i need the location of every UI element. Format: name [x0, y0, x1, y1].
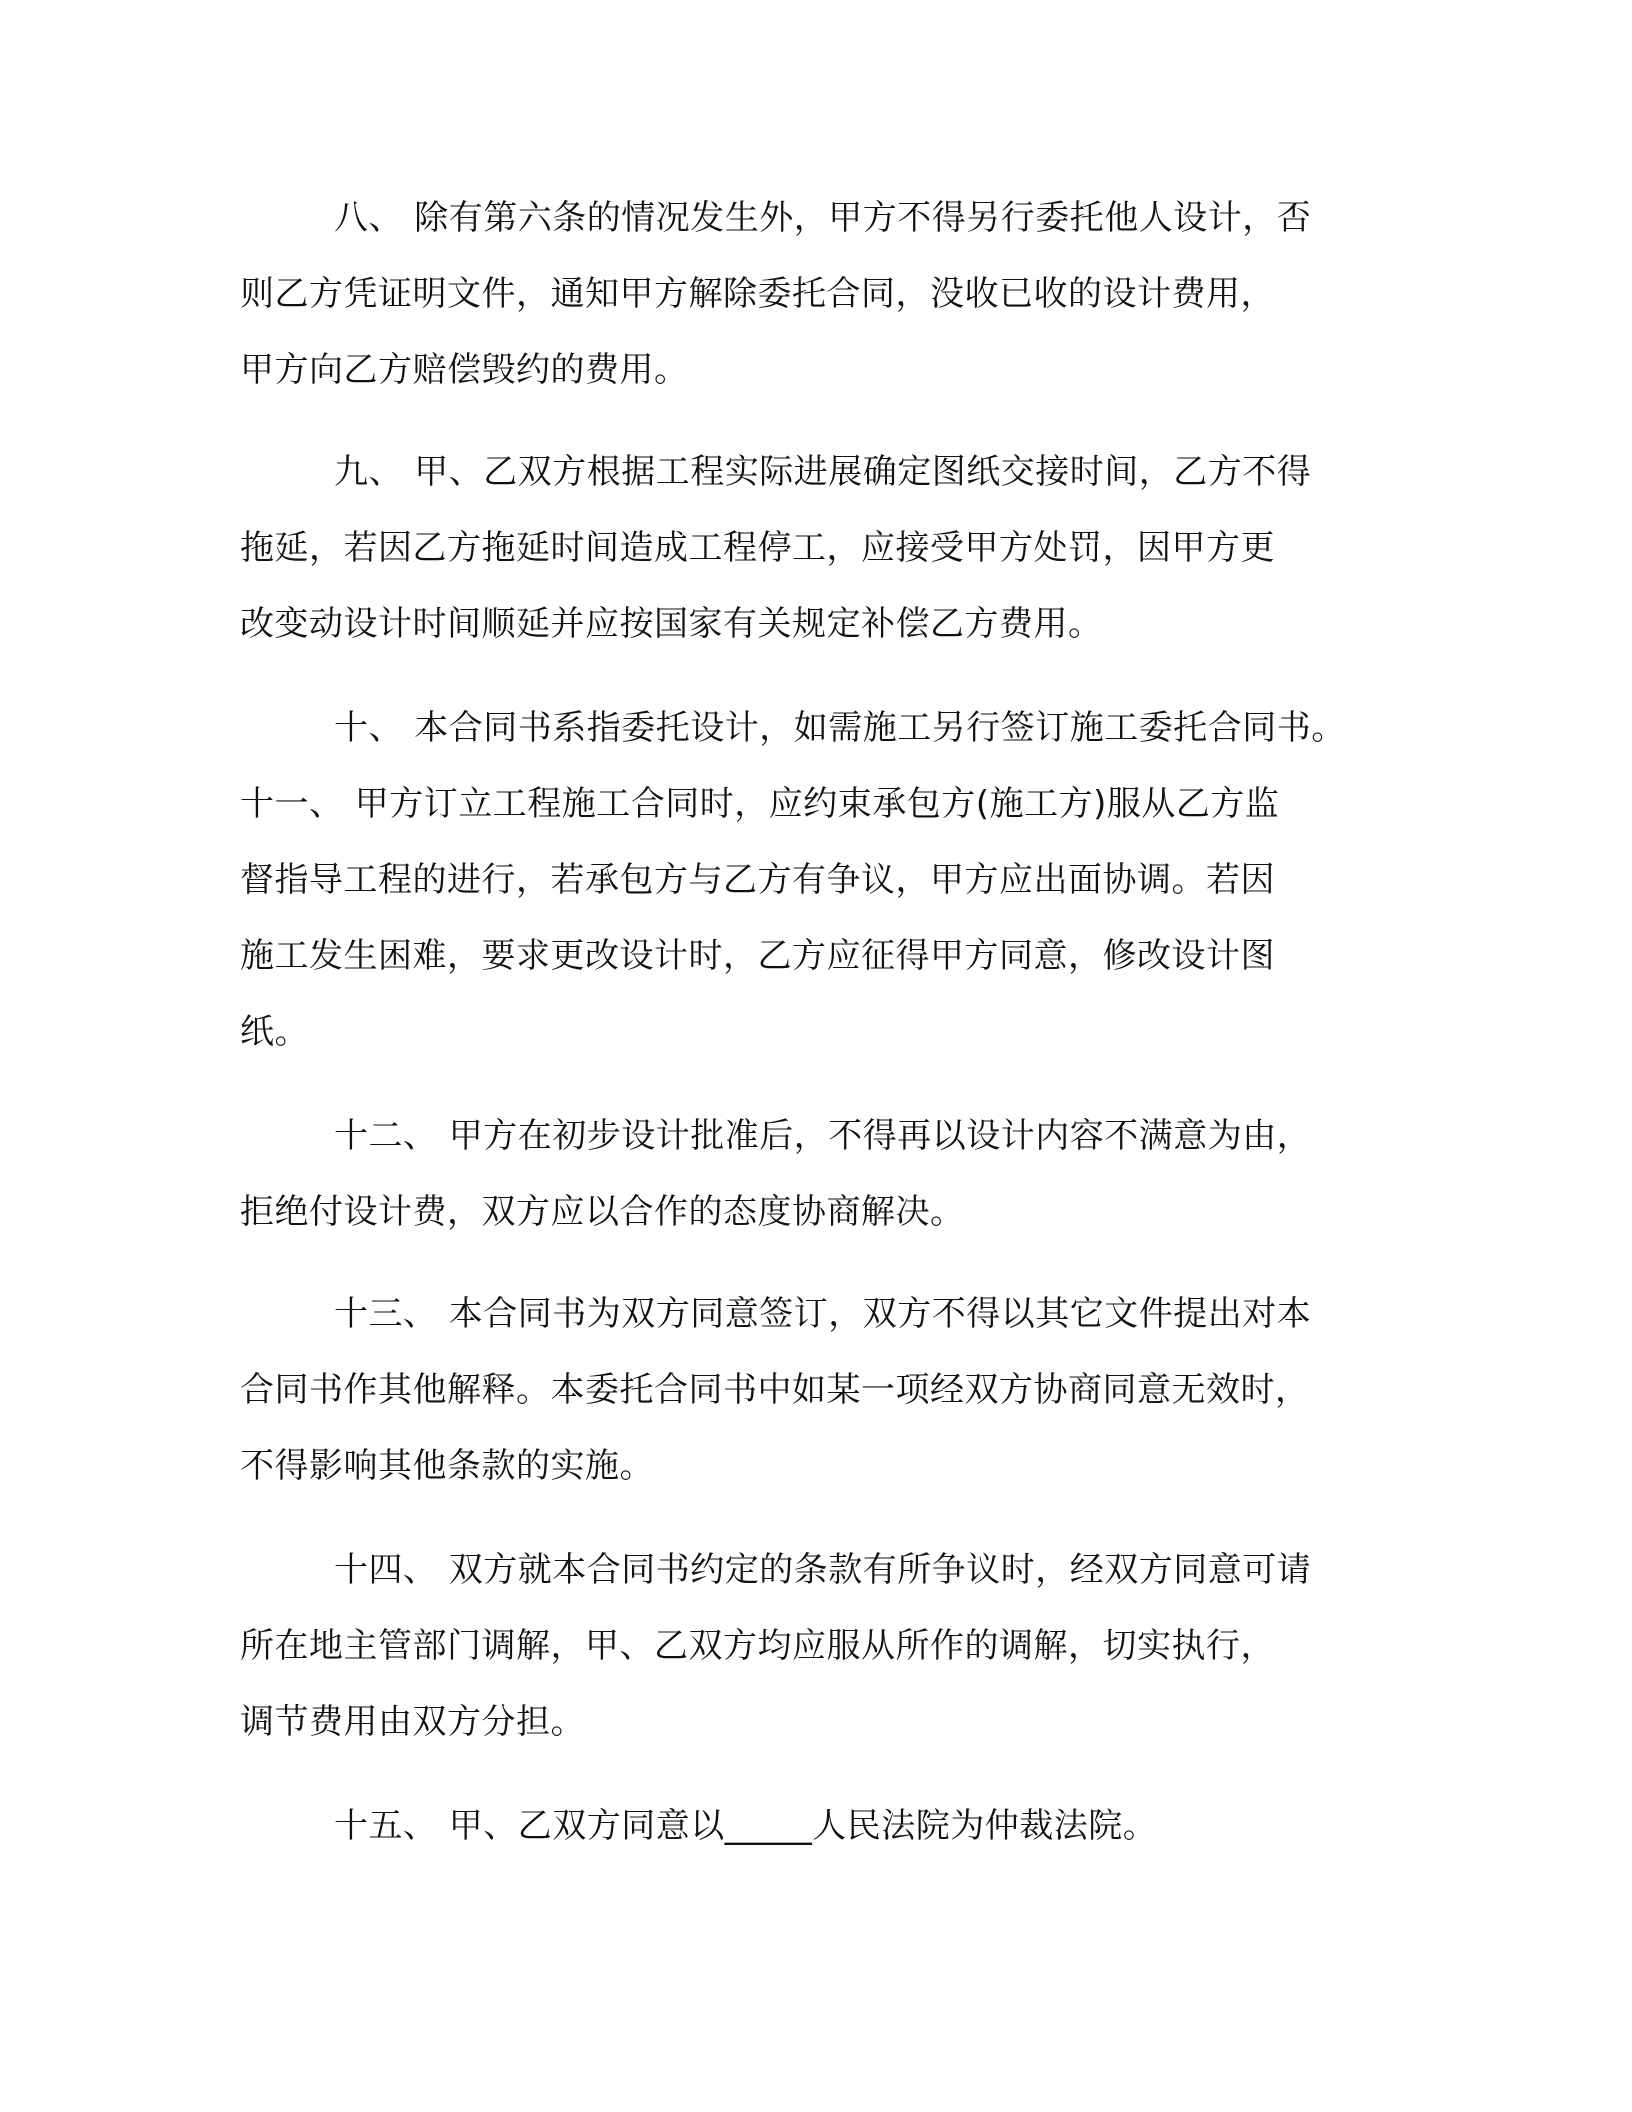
text-line: 八、 除有第六条的情况发生外，甲方不得另行委托他人设计，否 — [334, 198, 1312, 238]
text-line: 调节费用由双方分担。 — [240, 1702, 585, 1742]
text-line: 不得影响其他条款的实施。 — [240, 1446, 654, 1486]
text-line: 拒绝付设计费，双方应以合作的态度协商解决。 — [240, 1192, 965, 1232]
text-line: 甲方向乙方赔偿毁约的费用。 — [240, 350, 689, 390]
text-line: 督指导工程的进行，若承包方与乙方有争议，甲方应出面协调。若因 — [240, 860, 1275, 900]
text-line: 十二、 甲方在初步设计批准后，不得再以设计内容不满意为由， — [334, 1116, 1312, 1156]
text-line: 则乙方凭证明文件，通知甲方解除委托合同，没收已收的设计费用， — [240, 274, 1275, 314]
text-line: 十、 本合同书系指委托设计，如需施工另行签订施工委托合同书。 — [334, 708, 1346, 748]
text-line: 所在地主管部门调解，甲、乙双方均应服从所作的调解，切实执行， — [240, 1626, 1275, 1666]
text-line: 纸。 — [240, 1012, 309, 1052]
text-line: 十五、 甲、乙双方同意以_____人民法院为仲裁法院。 — [334, 1806, 1158, 1846]
text-line: 合同书作其他解释。本委托合同书中如某一项经双方协商同意无效时， — [240, 1370, 1310, 1410]
text-line: 九、 甲、乙双方根据工程实际进展确定图纸交接时间，乙方不得 — [334, 452, 1312, 492]
text-line: 拖延，若因乙方拖延时间造成工程停工，应接受甲方处罚，因甲方更 — [240, 528, 1275, 568]
text-line: 十四、 双方就本合同书约定的条款有所争议时，经双方同意可请 — [334, 1550, 1312, 1590]
text-line: 十一、 甲方订立工程施工合同时，应约束承包方(施工方)服从乙方监 — [240, 784, 1280, 824]
text-line: 施工发生困难，要求更改设计时，乙方应征得甲方同意，修改设计图 — [240, 936, 1275, 976]
text-line: 十三、 本合同书为双方同意签订，双方不得以其它文件提出对本 — [334, 1294, 1312, 1334]
text-line: 改变动设计时间顺延并应按国家有关规定补偿乙方费用。 — [240, 604, 1103, 644]
